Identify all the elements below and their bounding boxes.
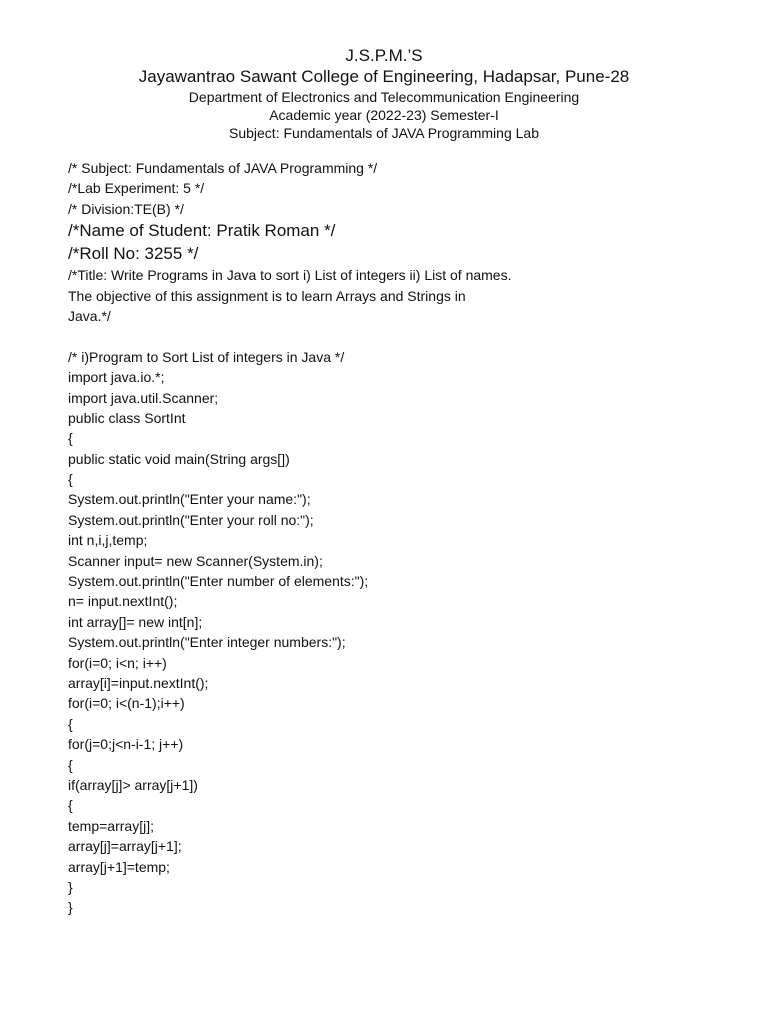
code-line: public static void main(String args[]) [68,450,290,467]
code-line: { [68,715,73,732]
institution-name: J.S.P.M.’S [345,46,423,65]
code-line: array[j+1]=temp; [68,858,170,875]
code-line: { [68,797,73,814]
blank-line [68,326,748,346]
lab-experiment-comment: /*Lab Experiment: 5 */ [68,180,205,197]
department-name: Department of Electronics and Telecommunication Engineering [188,89,580,105]
college-name: Jayawantrao Sawant College of Engineering, Hadapsar, Pune-28 [138,67,630,86]
subject-comment: /* Subject: Fundamentals of JAVA Programming */ [68,160,378,176]
code-line: /* i)Program to Sort List of integers in Java */ [68,348,345,365]
code-line: } [68,878,73,895]
code-line: for(i=0; i<n; i++) [68,654,167,671]
title-line-3: Java.*/ [68,307,111,324]
code-line: n= input.nextInt(); [68,593,178,610]
code-line: array[j]=array[j+1]; [68,838,182,855]
document-body [68,158,748,918]
code-listing [68,347,748,918]
code-line: temp=array[j]; [68,817,154,834]
code-line: import java.io.*; [68,369,165,386]
code-line: { [68,430,73,447]
code-line: array[i]=input.nextInt(); [68,674,209,691]
code-line: System.out.println("Enter your name:"); [68,491,311,508]
code-line: { [68,756,73,773]
code-line: for(i=0; i<(n-1);i++) [68,695,185,712]
code-line: int n,i,j,temp; [68,532,148,549]
code-line: Scanner input= new Scanner(System.in); [68,552,323,569]
academic-year: Academic year (2022-23) Semester-I [269,107,499,123]
code-line: public class SortInt [68,409,186,426]
code-line: System.out.println("Enter number of elements:"); [68,573,369,590]
code-line: System.out.println("Enter your roll no:"); [68,511,314,528]
code-line: { [68,471,73,488]
document-header [0,46,768,142]
code-line: } [68,899,73,916]
subject-title: Subject: Fundamentals of JAVA Programming Lab [229,125,539,141]
title-line-1: /*Title: Write Programs in Java to sort i) List of integers ii) List of names. [68,267,512,284]
roll-number-comment: /*Roll No: 3255 */ [68,244,199,264]
division-comment: /* Division:TE(B) */ [68,200,184,217]
code-line: import java.util.Scanner; [68,389,219,406]
title-line-2: The objective of this assignment is to learn Arrays and Strings in [68,287,466,304]
code-line: System.out.println("Enter integer numbers:"); [68,634,346,651]
code-line: int array[]= new int[n]; [68,613,203,630]
student-name-comment: /*Name of Student: Pratik Roman */ [68,221,336,241]
code-line: if(array[j]> array[j+1]) [68,776,198,793]
code-line: for(j=0;j<n-i-1; j++) [68,736,184,753]
